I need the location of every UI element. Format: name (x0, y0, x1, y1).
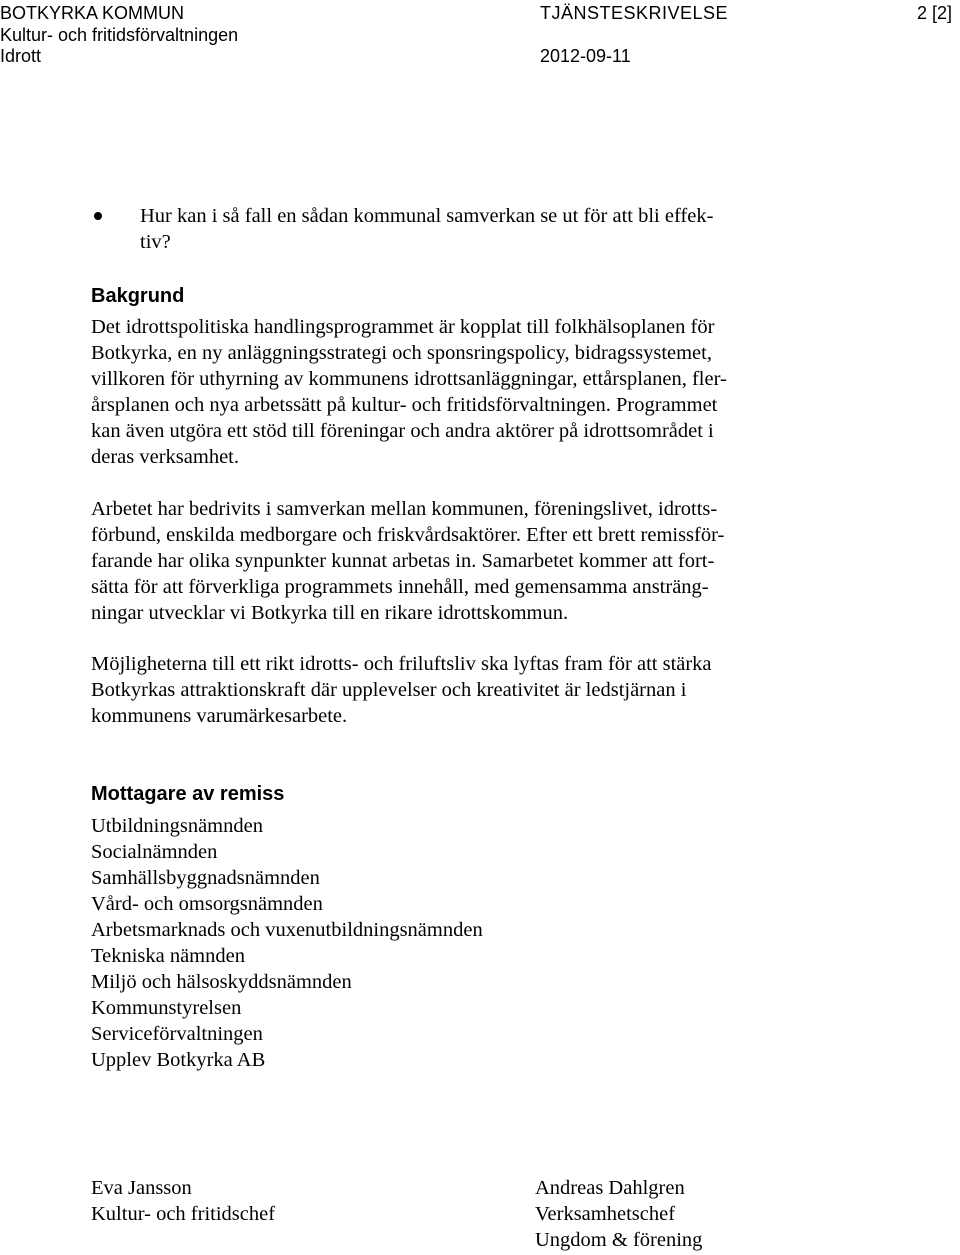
paragraph-line: deras verksamhet. (91, 446, 239, 468)
recipient-list (91, 813, 483, 1073)
department-name: Kultur- och fritidsförvaltningen (0, 25, 239, 45)
recipient-item: Samhällsbyggnadsnämnden (91, 867, 320, 889)
document-date: 2012-09-11 (540, 46, 631, 66)
page-number: 2 [2] (916, 3, 952, 23)
section-heading-recipients: Mottagare av remiss (91, 783, 285, 805)
recipient-item: Kommunstyrelsen (91, 997, 242, 1019)
bullet-text (140, 203, 713, 255)
paragraph-line: kan även utgöra ett stöd till föreningar och andra aktörer på idrottsområdet i (91, 420, 714, 442)
paragraph-line: förbund, enskilda medborgare och friskvårdsaktörer. Efter ett brett remissför- (91, 524, 725, 546)
paragraph-line: farande har olika synpunkter kunnat arbetas in. Samarbetet kommer att fort- (91, 550, 715, 572)
section-heading-background: Bakgrund (91, 285, 185, 307)
document-type: TJÄNSTESKRIVELSE (540, 3, 729, 23)
recipient-item: Socialnämnden (91, 841, 218, 863)
background-paragraph-1 (91, 314, 727, 470)
paragraph-line: ningar utvecklar vi Botkyrka till en rikare idrottskommun. (91, 602, 569, 624)
recipient-item: Upplev Botkyrka AB (91, 1049, 266, 1071)
paragraph-line: Botkyrka, en ny anläggningsstrategi och sponsringspolicy, bidragssystemet, (91, 342, 712, 364)
signature-name: Eva Jansson (91, 1177, 192, 1199)
bullet-icon (94, 212, 102, 220)
signature-unit: Ungdom & förening (535, 1229, 703, 1251)
recipient-item: Utbildningsnämnden (91, 815, 263, 837)
recipient-item: Vård- och omsorgsnämnden (91, 893, 323, 915)
paragraph-line: Botkyrkas attraktionskraft där upplevelser och kreativitet är ledstjärnan i (91, 679, 687, 701)
recipient-item: Arbetsmarknads och vuxenutbildningsnämnden (91, 919, 483, 941)
recipient-item: Tekniska nämnden (91, 945, 245, 967)
recipient-item: Miljö och hälsoskyddsnämnden (91, 971, 352, 993)
paragraph-line: kommunens varumärkesarbete. (91, 705, 348, 727)
recipient-item: Serviceförvaltningen (91, 1023, 263, 1045)
unit-name: Idrott (0, 46, 42, 66)
bullet-line: Hur kan i så fall en sådan kommunal samverkan se ut för att bli effek- (140, 205, 714, 227)
signature-title: Verksamhetschef (535, 1203, 676, 1225)
bullet-line: tiv? (140, 231, 171, 253)
paragraph-line: villkoren för uthyrning av kommunens idrottsanläggningar, ettårsplanen, fler- (91, 368, 727, 390)
signature-title: Kultur- och fritidschef (91, 1203, 276, 1225)
paragraph-line: Det idrottspolitiska handlingsprogrammet är kopplat till folkhälsoplanen för (91, 316, 715, 338)
paragraph-line: Möjligheterna till ett rikt idrotts- och friluftsliv ska lyftas fram för att stärka (91, 653, 712, 675)
paragraph-line: Arbetet har bedrivits i samverkan mellan kommunen, föreningslivet, idrotts- (91, 498, 718, 520)
paragraph-line: årsplanen och nya arbetssätt på kultur- och fritidsförvaltningen. Programmet (91, 394, 718, 416)
signature-left (91, 1175, 275, 1227)
signature-right (535, 1175, 702, 1253)
background-paragraph-2 (91, 496, 724, 626)
org-name: BOTKYRKA KOMMUN (0, 3, 185, 23)
paragraph-line: sätta för att förverkliga programmets innehåll, med gemensamma ansträng- (91, 576, 709, 598)
background-paragraph-3 (91, 651, 712, 729)
signature-name: Andreas Dahlgren (535, 1177, 685, 1199)
